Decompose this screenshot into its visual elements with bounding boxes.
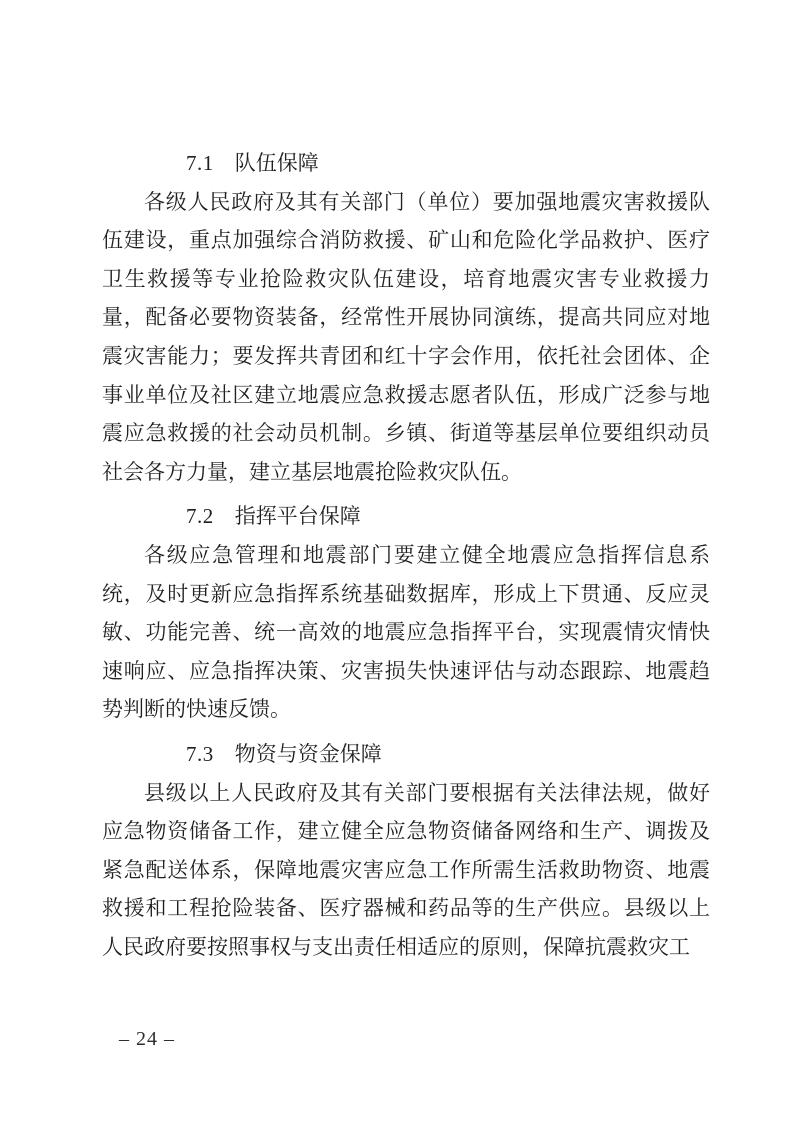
- section-7-1-title: 队伍保障: [234, 151, 319, 175]
- section-7-2-heading: [102, 497, 710, 536]
- section-7-3-paragraph: [102, 774, 710, 967]
- text-line: 救援和工程抢险装备、医疗器械和药品等的生产供应。县级以上: [102, 896, 710, 921]
- text-line: 事业单位及社区建立地震应急救援志愿者队伍，形成广泛参与地: [102, 382, 710, 407]
- text-line: 县级以上人民政府及其有关部门要根据有关法律法规，做好: [144, 780, 710, 805]
- text-line: 卫生救援等专业抢险救灾队伍建设，培育地震灾害专业救援力: [102, 266, 710, 291]
- text-line: 人民政府要按照事权与支出责任相适应的原则，保障抗震救灾工: [102, 934, 690, 959]
- page-number: – 24 –: [119, 1028, 175, 1050]
- text-line: 敏、功能完善、统一高效的地震应急指挥平台，实现震情灾情快: [102, 620, 710, 645]
- document-body: [102, 144, 710, 966]
- section-7-3-number: 7.3: [186, 741, 214, 766]
- text-line: 紧急配送体系，保障地震灾害应急工作所需生活救助物资、地震: [102, 857, 710, 882]
- text-line: 震灾害能力；要发挥共青团和红十字会作用，依托社会团体、企: [102, 343, 710, 368]
- text-line: 势判断的快速反馈。: [102, 697, 291, 722]
- text-line: 各级应急管理和地震部门要建立健全地震应急指挥信息系: [144, 542, 710, 567]
- section-7-2-number: 7.2: [186, 504, 214, 529]
- text-line: 速响应、应急指挥决策、灾害损失快速评估与动态跟踪、地震趋: [102, 658, 710, 683]
- section-7-1-number: 7.1: [186, 151, 214, 175]
- section-7-1: [102, 144, 710, 491]
- section-7-2-title: 指挥平台保障: [234, 504, 361, 529]
- text-line: 量，配备必要物资装备，经常性开展协同演练，提高共同应对地: [102, 305, 710, 330]
- text-line: 各级人民政府及其有关部门（单位）要加强地震灾害救援队: [144, 189, 710, 214]
- section-7-1-paragraph: [102, 183, 710, 492]
- section-7-3-title: 物资与资金保障: [234, 741, 382, 766]
- section-7-1-heading: [102, 144, 710, 183]
- section-7-3: [102, 735, 710, 967]
- text-line: 社会各方力量，建立基层地震抢险救灾队伍。: [102, 459, 522, 484]
- text-line: 应急物资储备工作，建立健全应急物资储备网络和生产、调拨及: [102, 819, 710, 844]
- section-7-2: [102, 497, 710, 729]
- text-line: 震应急救援的社会动员机制。乡镇、街道等基层单位要组织动员: [102, 421, 710, 446]
- section-7-2-paragraph: [102, 536, 710, 729]
- text-line: 伍建设，重点加强综合消防救援、矿山和危险化学品救护、医疗: [102, 228, 710, 253]
- text-line: 统，及时更新应急指挥系统基础数据库，形成上下贯通、反应灵: [102, 581, 710, 606]
- section-7-3-heading: [102, 735, 710, 774]
